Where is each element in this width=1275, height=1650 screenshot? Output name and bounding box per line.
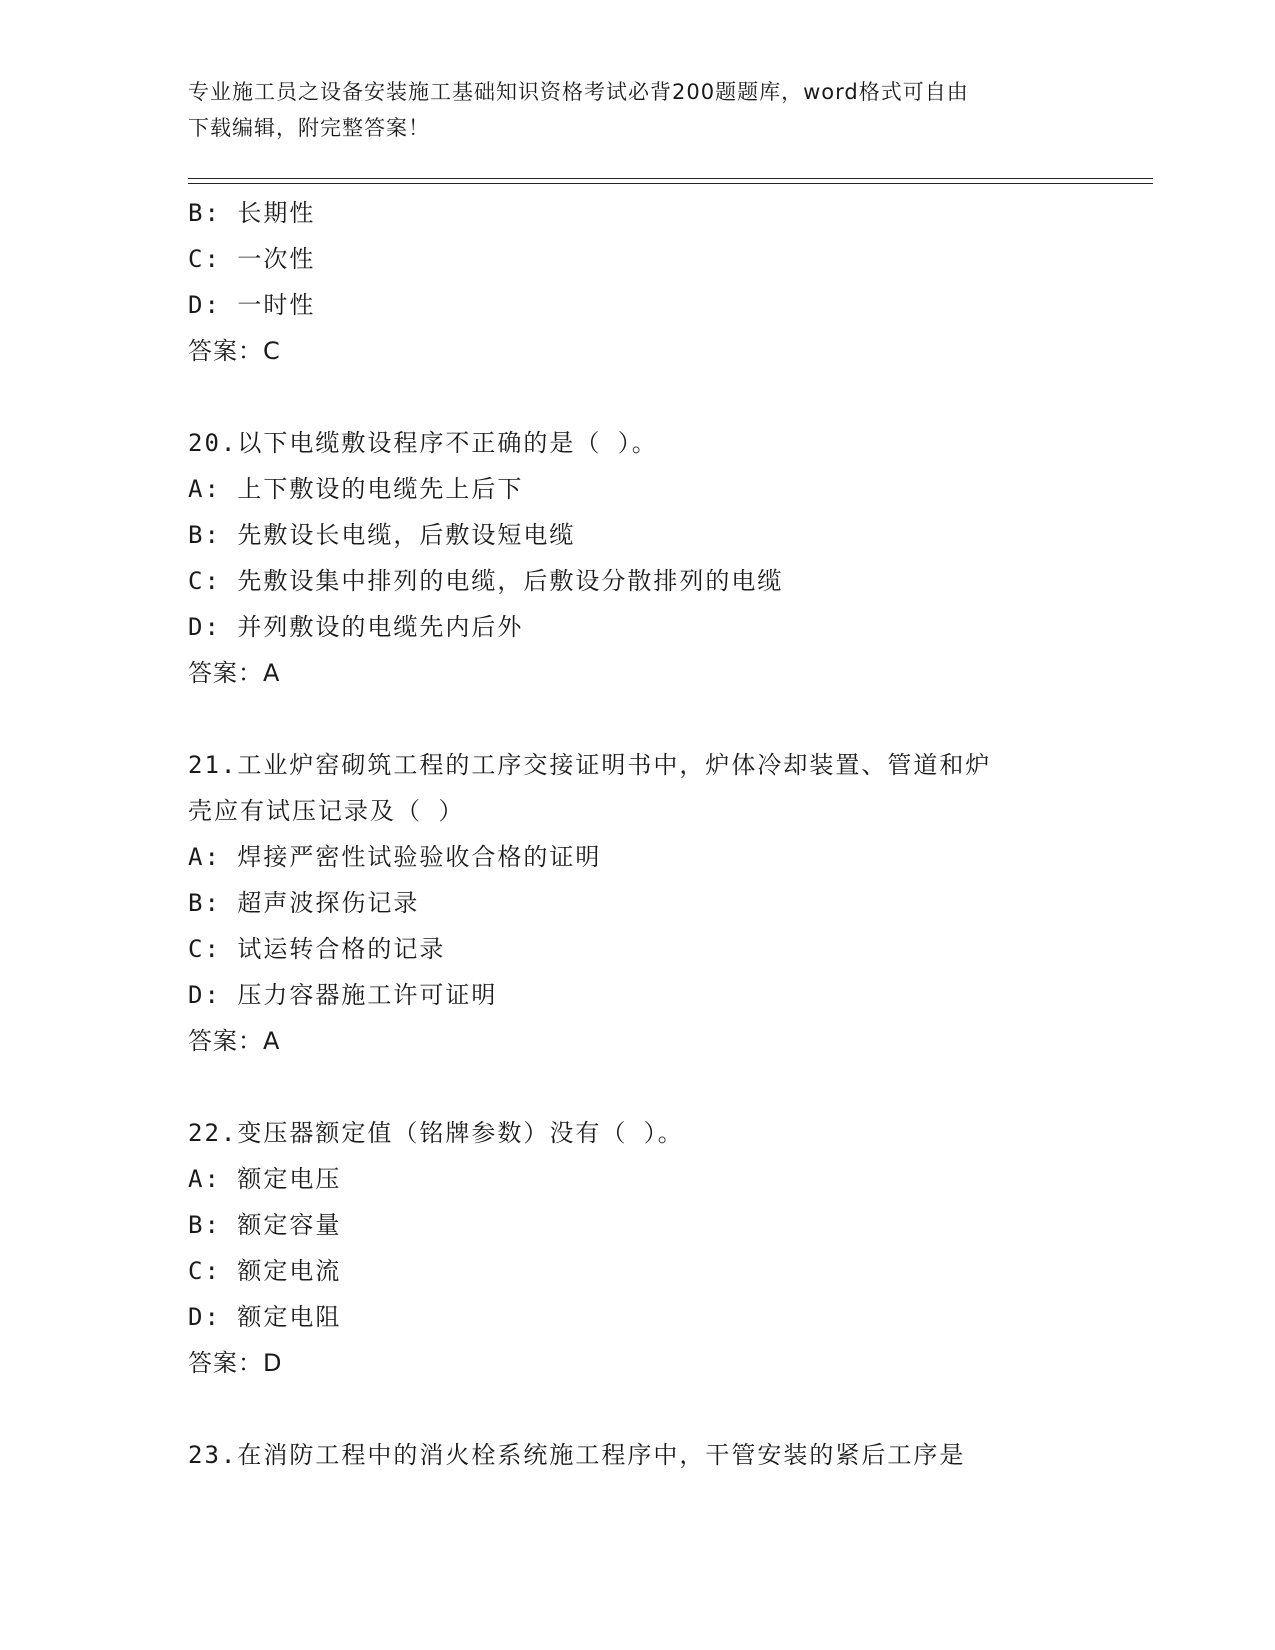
option-a: A: 额定电压 (188, 1165, 342, 1193)
option-c: C: 一次性 (188, 245, 316, 273)
question-block-21 (188, 742, 1148, 1064)
option-a: A: 上下敷设的电缆先上后下 (188, 475, 524, 503)
option-b: B: 长期性 (188, 199, 316, 227)
option-b: B: 额定容量 (188, 1211, 342, 1239)
question-text: 23.在消防工程中的消火栓系统施工程序中，干管安装的紧后工序是 (188, 1441, 966, 1469)
question-list (188, 190, 1148, 1478)
header-divider-top (188, 178, 1153, 179)
option-a: A: 焊接严密性试验验收合格的证明 (188, 843, 602, 871)
question-text: 20.以下电缆敷设程序不正确的是（ ）。 (188, 429, 658, 457)
question-text-line-2: 壳应有试压记录及（ ） (188, 797, 465, 825)
option-d: D: 压力容器施工许可证明 (188, 981, 498, 1009)
spacer (188, 1386, 1148, 1432)
header-title-line-1: 专业施工员之设备安装施工基础知识资格考试必背200题题库，word格式可自由 (188, 80, 969, 104)
answer-label: 答案：A (188, 1027, 281, 1055)
question-block-20 (188, 420, 1148, 696)
document-header (188, 74, 1088, 146)
option-c: C: 先敷设集中排列的电缆，后敷设分散排列的电缆 (188, 567, 784, 595)
answer-label: 答案：C (188, 337, 281, 365)
question-block-23 (188, 1432, 1148, 1478)
option-b: B: 先敷设长电缆，后敷设短电缆 (188, 521, 576, 549)
answer-label: 答案：D (188, 1349, 283, 1377)
option-d: D: 额定电阻 (188, 1303, 342, 1331)
answer-label: 答案：A (188, 659, 281, 687)
option-d: D: 并列敷设的电缆先内后外 (188, 613, 524, 641)
option-c: C: 试运转合格的记录 (188, 935, 446, 963)
question-text: 22.变压器额定值（铭牌参数）没有（ ）。 (188, 1119, 684, 1147)
question-text-line-1: 21.工业炉窑砌筑工程的工序交接证明书中，炉体冷却装置、管道和炉 (188, 751, 992, 779)
header-divider-bottom (188, 183, 1153, 184)
spacer (188, 696, 1148, 742)
spacer (188, 374, 1148, 420)
option-c: C: 额定电流 (188, 1257, 342, 1285)
question-block-19 (188, 190, 1148, 374)
spacer (188, 1064, 1148, 1110)
question-block-22 (188, 1110, 1148, 1386)
option-b: B: 超声波探伤记录 (188, 889, 420, 917)
option-d: D: 一时性 (188, 291, 316, 319)
header-title-line-2: 下载编辑，附完整答案！ (188, 116, 430, 140)
